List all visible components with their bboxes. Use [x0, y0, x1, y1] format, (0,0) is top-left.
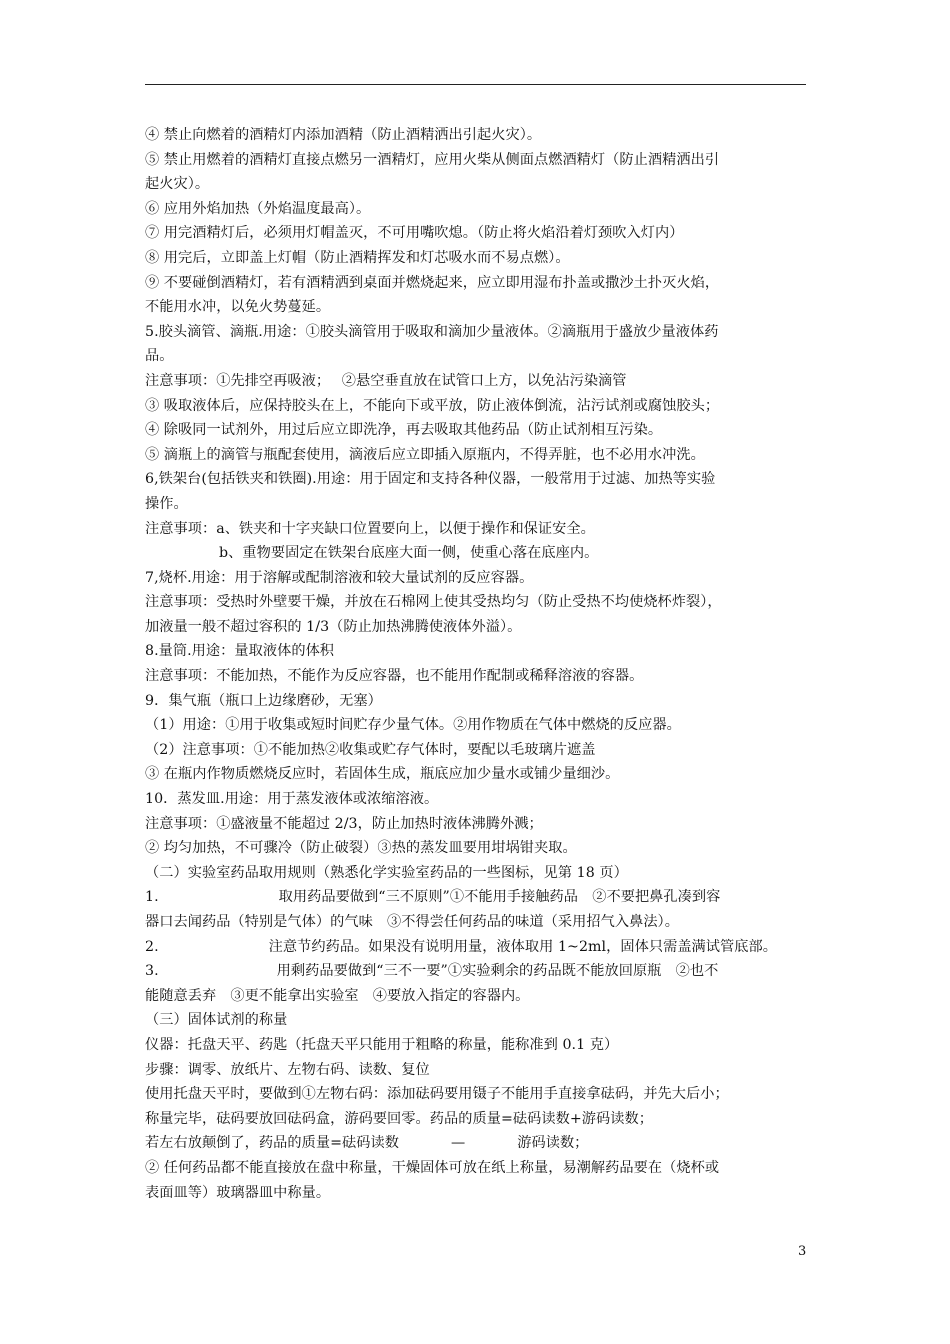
rule-1-line — [145, 885, 810, 910]
text-line: 注意事项：①先排空再吸液； ②悬空垂直放在试管口上方，以免沾污染滴管 — [145, 372, 627, 389]
rule-2-number: 2. — [145, 938, 159, 955]
text-line: 7,烧杯.用途：用于溶解或配制溶液和较大量试剂的反应容器。 — [145, 569, 534, 586]
text-line: ⑤ 禁止用燃着的酒精灯直接点燃另一酒精灯，应用火柴从侧面点燃酒精灯（防止酒精洒出引 — [145, 151, 720, 168]
text-line: ④ 除吸同一试剂外，用过后应立即洗净，再去吸取其他药品（防止试剂相互污染。 — [145, 422, 663, 439]
rule-3-line — [145, 959, 810, 984]
text-line: 步骤：调零、放纸片、左物右码、读数、复位 — [145, 1061, 430, 1078]
minus-sign: — — [450, 1135, 466, 1152]
text-line: ⑤ 滴瓶上的滴管与瓶配套使用，滴液后应立即插入原瓶内，不得弄脏，也不必用水冲洗。 — [145, 446, 705, 463]
document-body — [145, 123, 810, 1205]
text-line: 称量完毕，砝码要放回砝码盒，游码要回零。药品的质量=砝码读数+游码读数； — [145, 1110, 653, 1127]
text-line: （三）固体试剂的称量 — [145, 1012, 288, 1029]
text-line: （二）实验室药品取用规则（熟悉化学实验室药品的一些图标，见第 18 页） — [145, 864, 628, 881]
text-line: ⑦ 用完酒精灯后，必须用灯帽盖灭，不可用嘴吹熄。（防止将火焰沿着灯颈吹入灯内） — [145, 225, 684, 242]
text-line: （2）注意事项：①不能加热②收集或贮存气体时，要配以毛玻璃片遮盖 — [145, 741, 596, 758]
text-line: 8.量筒.用途：量取液体的体积 — [145, 643, 335, 660]
text-line: 使用托盘天平时，要做到①左物右码：添加砝码要用镊子不能用手直接拿砝码，并先大后小； — [145, 1086, 729, 1103]
text-line: 表面皿等）玻璃器皿中称量。 — [145, 1184, 331, 1201]
text-line: 注意事项：不能加热，不能作为反应容器，也不能用作配制或稀释溶液的容器。 — [145, 668, 644, 685]
text-line: ⑨ 不要碰倒酒精灯，若有酒精洒到桌面并燃烧起来，应立即用湿布扑盖或撒沙土扑灭火焰， — [145, 274, 720, 291]
reverse-text-b: 游码读数； — [517, 1135, 589, 1152]
rule-2-line — [145, 935, 810, 960]
rule-1-text: 取用药品要做到“三不原则”①不能用手接触药品 ②不要把鼻孔凑到容 — [278, 889, 721, 906]
text-line: ④ 禁止向燃着的酒精灯内添加酒精（防止酒精洒出引起火灾）。 — [145, 127, 542, 143]
rule-3-text: 用剩药品要做到“三不一要”①实验剩余的药品既不能放回原瓶 ②也不 — [276, 963, 719, 980]
header-rule — [145, 84, 806, 85]
reverse-weighing-line — [145, 1131, 810, 1156]
reverse-text-a: 若左右放颠倒了，药品的质量=砝码读数 — [145, 1135, 399, 1152]
text-line: 仪器：托盘天平、药匙（托盘天平只能用于粗略的称量，能称准到 0.1 克） — [145, 1036, 619, 1053]
text-line: 起火灾）。 — [145, 176, 210, 193]
text-line: ② 任何药品都不能直接放在盘中称量，干燥固体可放在纸上称量，易潮解药品要在（烧杯或 — [145, 1159, 720, 1176]
text-line: b、重物要固定在铁架台底座大面一侧，使重心落在底座内。 — [219, 545, 599, 562]
text-line: 注意事项：受热时外壁要干燥，并放在石棉网上使其受热均匀（防止受热不均使烧杯炸裂）， — [145, 594, 722, 611]
text-line: 加液量一般不超过容积的 1/3（防止加热沸腾使液体外溢）。 — [145, 618, 522, 635]
text-line: ③ 吸取液体后，应保持胶头在上，不能向下或平放，防止液体倒流，沾污试剂或腐蚀胶头； — [145, 397, 720, 414]
text-line: 不能用水冲，以免火势蔓延。 — [145, 299, 331, 316]
text-line: 能随意丢弃 ③更不能拿出实验室 ④要放入指定的容器内。 — [145, 987, 530, 1004]
text-line: （1）用途：①用于收集或短时间贮存少量气体。②用作物质在气体中燃烧的反应器。 — [145, 717, 681, 734]
text-line: 注意事项：①盛液量不能超过 2/3，防止加热时液体沸腾外溅； — [145, 815, 543, 832]
text-line: ② 均匀加热，不可骤冷（防止破裂）③热的蒸发皿要用坩埚钳夹取。 — [145, 840, 577, 857]
text-line: 品。 — [145, 348, 174, 365]
text-line: ③ 在瓶内作物质燃烧反应时，若固体生成，瓶底应加少量水或铺少量细沙。 — [145, 766, 620, 783]
text-line: 5.胶头滴管、滴瓶.用途：①胶头滴管用于吸取和滴加少量液体。②滴瓶用于盛放少量液体药 — [145, 323, 719, 340]
text-line: 注意事项：a、铁夹和十字夹缺口位置要向上，以便于操作和保证安全。 — [145, 520, 595, 537]
text-line: 6,铁架台(包括铁夹和铁圈).用途：用于固定和支持各种仪器，一般常用于过滤、加热等实验 — [145, 471, 716, 488]
text-line: 操作。 — [145, 495, 188, 512]
rule-2-text: 注意节约药品。如果没有说明用量，液体取用 1~2ml，固体只需盖满试管底部。 — [268, 938, 777, 955]
rule-3-number: 3. — [145, 963, 159, 980]
text-line: 器口去闻药品（特别是气体）的气味 ③不得尝任何药品的味道（采用招气入鼻法）。 — [145, 914, 679, 930]
rule-1-number: 1. — [145, 889, 159, 906]
text-line: ⑥ 应用外焰加热（外焰温度最高）。 — [145, 200, 371, 217]
text-line: 10．蒸发皿.用途：用于蒸发液体或浓缩溶液。 — [145, 791, 439, 808]
text-line: 9．集气瓶（瓶口上边缘磨砂，无塞） — [145, 692, 382, 709]
text-line: ⑧ 用完后，立即盖上灯帽（防止酒精挥发和灯芯吸水而不易点燃）。 — [145, 249, 570, 266]
page-number: 3 — [798, 1244, 807, 1259]
